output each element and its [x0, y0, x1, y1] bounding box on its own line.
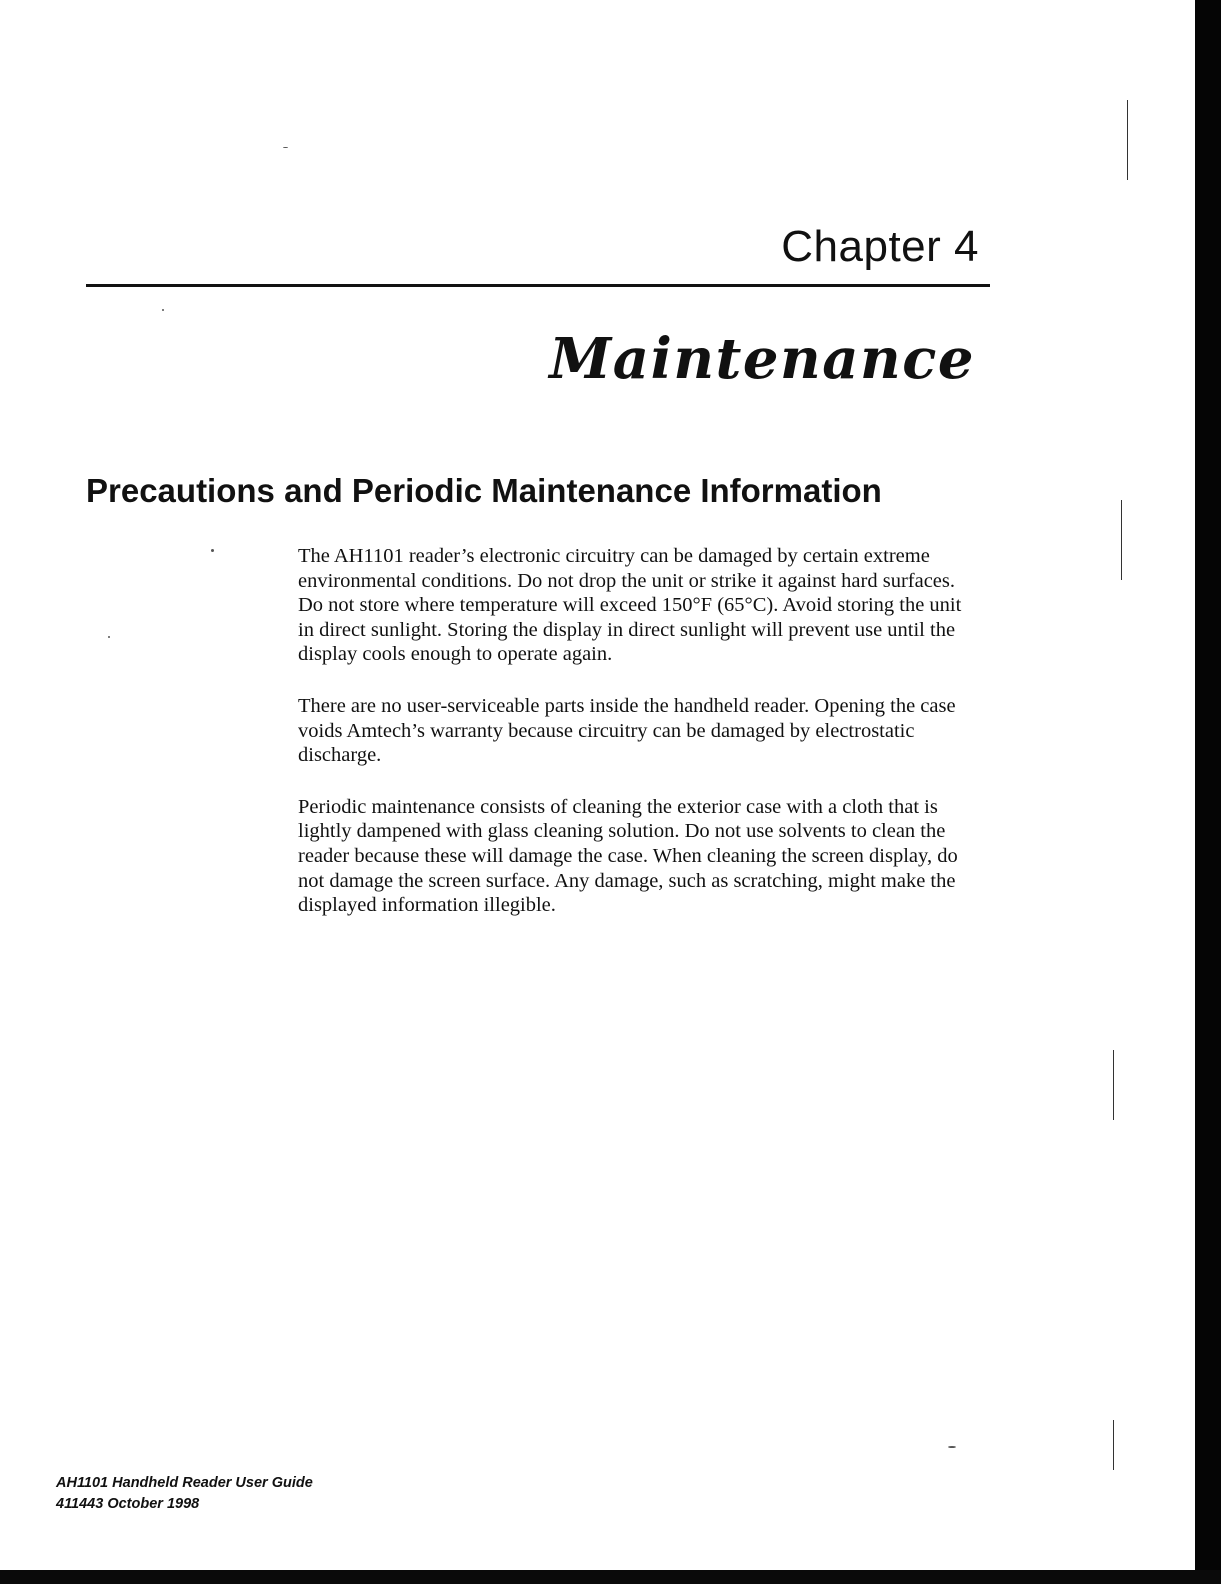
scan-speck: [108, 636, 110, 638]
scan-speck: [211, 549, 214, 552]
footer-guide-title: AH1101 Handheld Reader User Guide: [56, 1475, 313, 1491]
chapter-title: Maintenance: [549, 326, 975, 392]
chapter-rule: [86, 284, 990, 287]
scan-margin-mark: [1127, 100, 1128, 180]
scan-speck: [162, 309, 164, 311]
paragraph-precautions: The AH1101 reader’s electronic circuitry can be damaged by certain extreme environmental conditions. Do not drop the unit or strike it against hard surfaces. Do not store where temperature will exceed 150°F (65°C). Avoid storing the unit in direct sunlight. Storing the display in direct sunlight will prevent use until the display cools enough to operate again.: [298, 545, 962, 666]
scan-margin-mark: [1113, 1050, 1114, 1120]
paragraph-no-serviceable-parts: There are no user-serviceable parts inside the handheld reader. Opening the case voids Amtech’s warranty because circuitry can be damaged by electrostatic discharge.: [298, 694, 956, 767]
scan-margin-mark: [1121, 500, 1122, 580]
scan-speck: [948, 1446, 956, 1448]
chapter-number: Chapter 4: [781, 222, 979, 271]
page-footer: [56, 1473, 313, 1515]
scan-margin-mark: [1113, 1420, 1114, 1470]
body-text: [298, 544, 976, 945]
scan-speck: [283, 147, 288, 148]
paragraph-periodic-cleaning: Periodic maintenance consists of cleaning the exterior case with a cloth that is lightly dampened with glass cleaning solution. Do not use solvents to clean the reader because these will damage the case. When cleaning the screen display, do not damage the screen surface. Any damage, such as scratching, might make the displayed information illegible.: [298, 795, 958, 917]
scan-edge-bottom: [0, 1570, 1221, 1584]
scan-edge-right: [1195, 0, 1221, 1584]
footer-doc-info: 411443 October 1998: [56, 1496, 200, 1512]
section-heading: Precautions and Periodic Maintenance Information: [86, 472, 882, 509]
